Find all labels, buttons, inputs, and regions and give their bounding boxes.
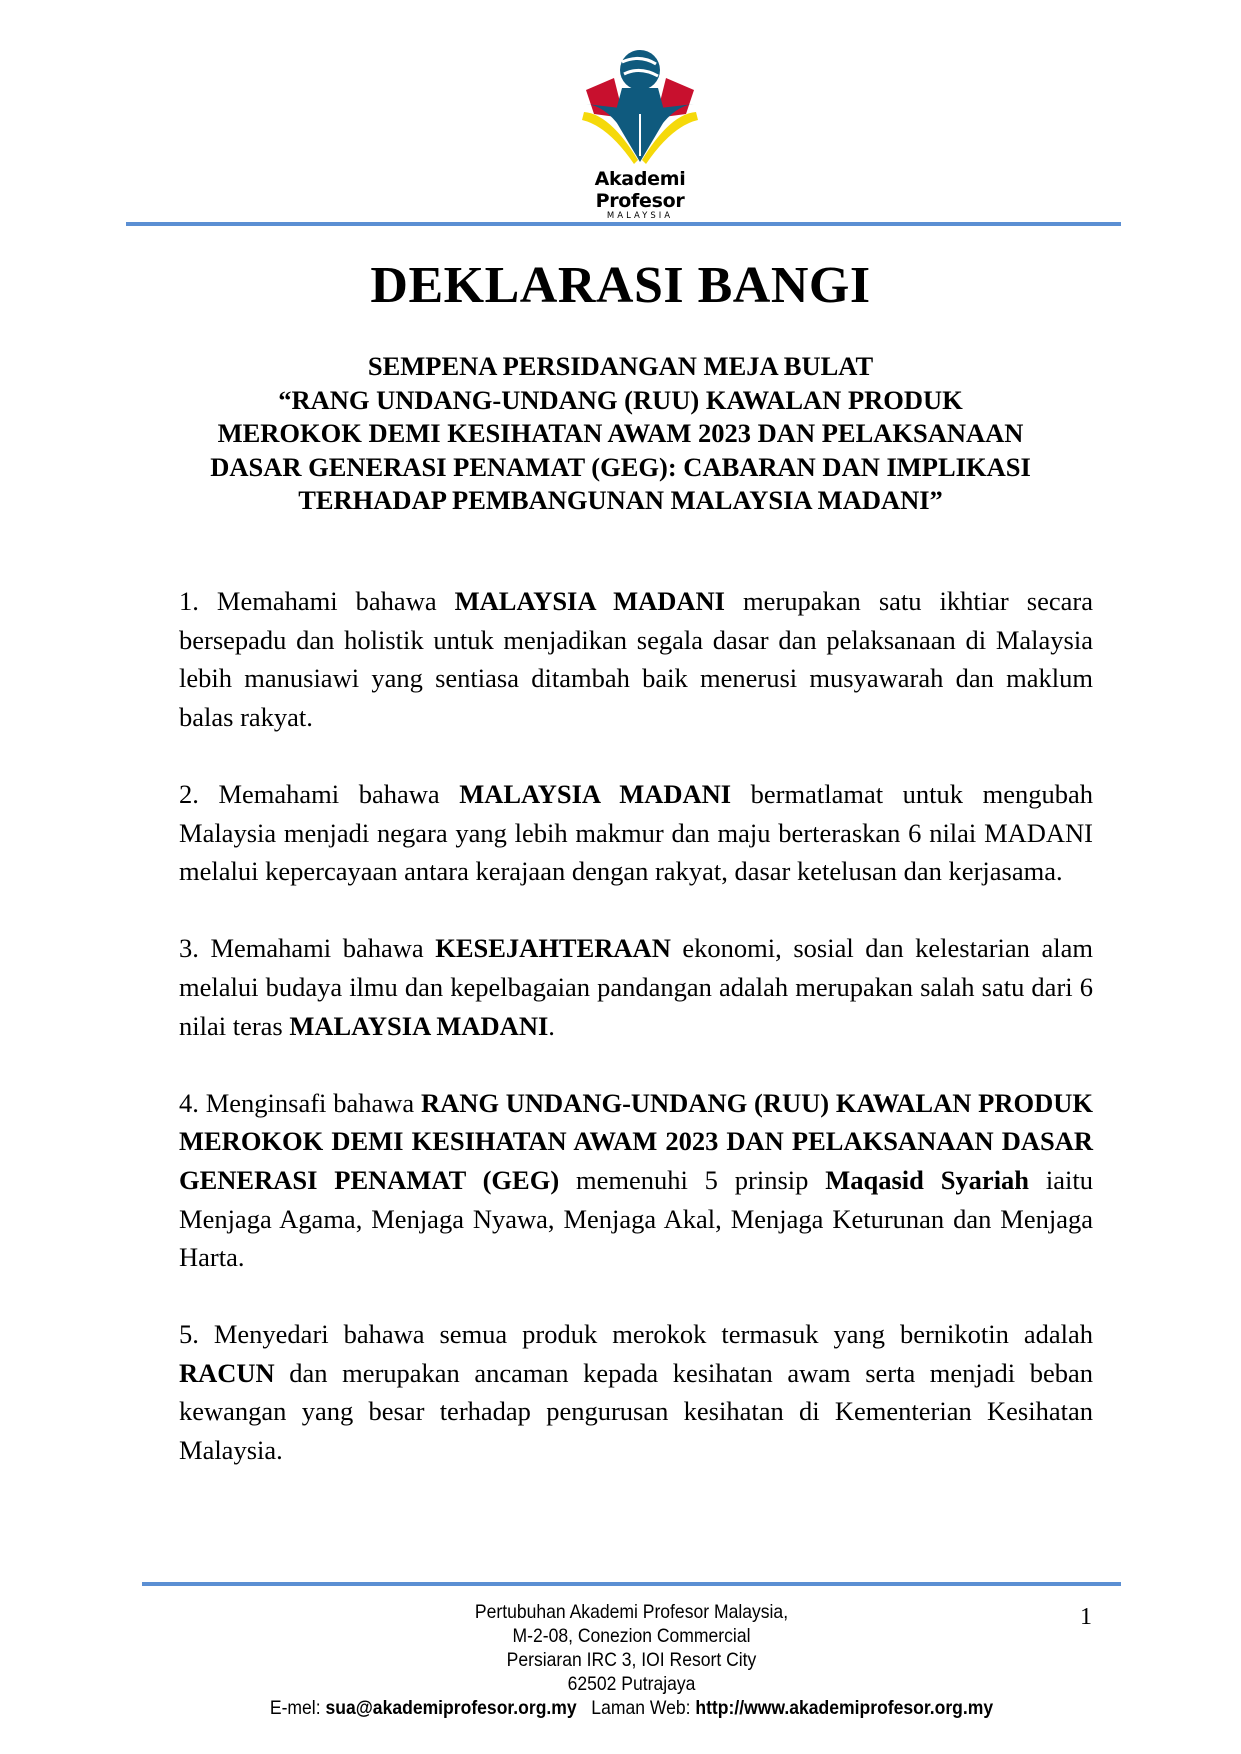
- logo-subtitle: MALAYSIA: [606, 211, 674, 221]
- pen-book-logo-icon: [580, 48, 700, 166]
- paragraph-text: ekonomi, sosial dan kelestarian alam melalui budaya ilmu dan kepelbagaian pandangan adalah merupakan salah satu dari 6 nilai teras: [179, 933, 1093, 1041]
- paragraph-text: bermatlamat untuk mengubah Malaysia menjadi negara yang lebih makmur dan maju berteraskan 6 nilai MADANI melalui kepercayaan antara kerajaan dengan rakyat, dasar ketelusan dan kerjasama.: [179, 778, 1093, 887]
- paragraph-text: 1. Memahami bahawa: [179, 586, 455, 616]
- organization-logo: [560, 48, 720, 221]
- subtitle-line: DASAR GENERASI PENAMAT (GEG): CABARAN DAN IMPLIKASI: [210, 451, 1031, 482]
- emphasis-text: MALAYSIA MADANI: [289, 1010, 549, 1041]
- subtitle-line: “RANG UNDANG-UNDANG (RUU) KAWALAN PRODUK: [278, 384, 963, 415]
- paragraph-text: 2. Memahami bahawa: [179, 778, 460, 809]
- paragraph-text: 4. Menginsafi bahawa: [179, 1087, 421, 1118]
- declaration-item-2: [179, 775, 1093, 891]
- paragraph-text: 5. Menyedari bahawa semua produk merokok termasuk yang bernikotin adalah: [179, 1319, 1093, 1350]
- email-link[interactable]: sua@akademiprofesor.org.my: [325, 1697, 577, 1719]
- paragraph-text: .: [548, 1010, 555, 1041]
- declaration-item-4: [179, 1084, 1093, 1277]
- address-line: Pertubuhan Akademi Profesor Malaysia,: [474, 1601, 789, 1623]
- emphasis-text: RANG UNDANG-UNDANG (RUU) KAWALAN PRODUK MEROKOK DEMI KESIHATAN AWAM 2023 DAN PELAKSANAAN DASAR GENERASI PENAMAT (GEG): [179, 1087, 1093, 1195]
- email-label: E-mel:: [269, 1697, 326, 1719]
- document-title: DEKLARASI BANGI: [370, 257, 871, 314]
- web-label: Laman Web:: [591, 1697, 696, 1719]
- emphasis-text: Maqasid Syariah: [825, 1164, 1030, 1195]
- contact-line: [191, 1696, 1072, 1720]
- emphasis-text: RACUN: [179, 1357, 275, 1388]
- emphasis-text: MALAYSIA MADANI: [459, 778, 732, 809]
- footer-address: [191, 1600, 1072, 1720]
- footer-divider: [142, 1582, 1121, 1586]
- header-divider: [126, 222, 1121, 226]
- paragraph-text: memenuhi 5 prinsip: [559, 1164, 826, 1195]
- subtitle-line: SEMPENA PERSIDANGAN MEJA BULAT: [367, 351, 874, 381]
- address-line: M-2-08, Conezion Commercial: [512, 1625, 751, 1647]
- address-line: Persiaran IRC 3, IOI Resort City: [506, 1649, 757, 1671]
- emphasis-text: KESEJAHTERAAN: [435, 933, 671, 964]
- website-link[interactable]: http://www.akademiprofesor.org.my: [695, 1697, 994, 1719]
- document-subtitle: [150, 350, 1091, 518]
- paragraph-text: iaitu Menjaga Agama, Menjaga Nyawa, Menjaga Akal, Menjaga Keturunan dan Menjaga Harta.: [179, 1164, 1093, 1273]
- declaration-item-5: [179, 1315, 1093, 1469]
- declaration-item-3: [179, 929, 1093, 1045]
- declaration-item-1: [179, 582, 1093, 736]
- paragraph-text: merupakan satu ikhtiar secara bersepadu dan holistik untuk menjadikan segala dasar dan pelaksanaan di Malaysia lebih manusiawi yang sentiasa ditambah baik menerusi musyawarah dan maklum balas rakyat.: [179, 586, 1093, 732]
- subtitle-line: TERHADAP PEMBANGUNAN MALAYSIA MADANI”: [298, 485, 943, 515]
- page-number: 1: [1080, 1604, 1092, 1630]
- subtitle-line: MEROKOK DEMI KESIHATAN AWAM 2023 DAN PELAKSANAAN: [217, 418, 1024, 448]
- paragraph-text: dan merupakan ancaman kepada kesihatan awam serta menjadi beban kewangan yang besar terhadap pengurusan kesihatan di Kementerian Kesihatan Malaysia.: [179, 1357, 1093, 1466]
- emphasis-text: MALAYSIA MADANI: [454, 586, 725, 616]
- address-line: 62502 Putrajaya: [567, 1673, 696, 1695]
- paragraph-text: 3. Memahami bahawa: [179, 933, 436, 964]
- declaration-body: [179, 582, 1093, 1508]
- logo-name: Akademi Profesor: [594, 168, 686, 212]
